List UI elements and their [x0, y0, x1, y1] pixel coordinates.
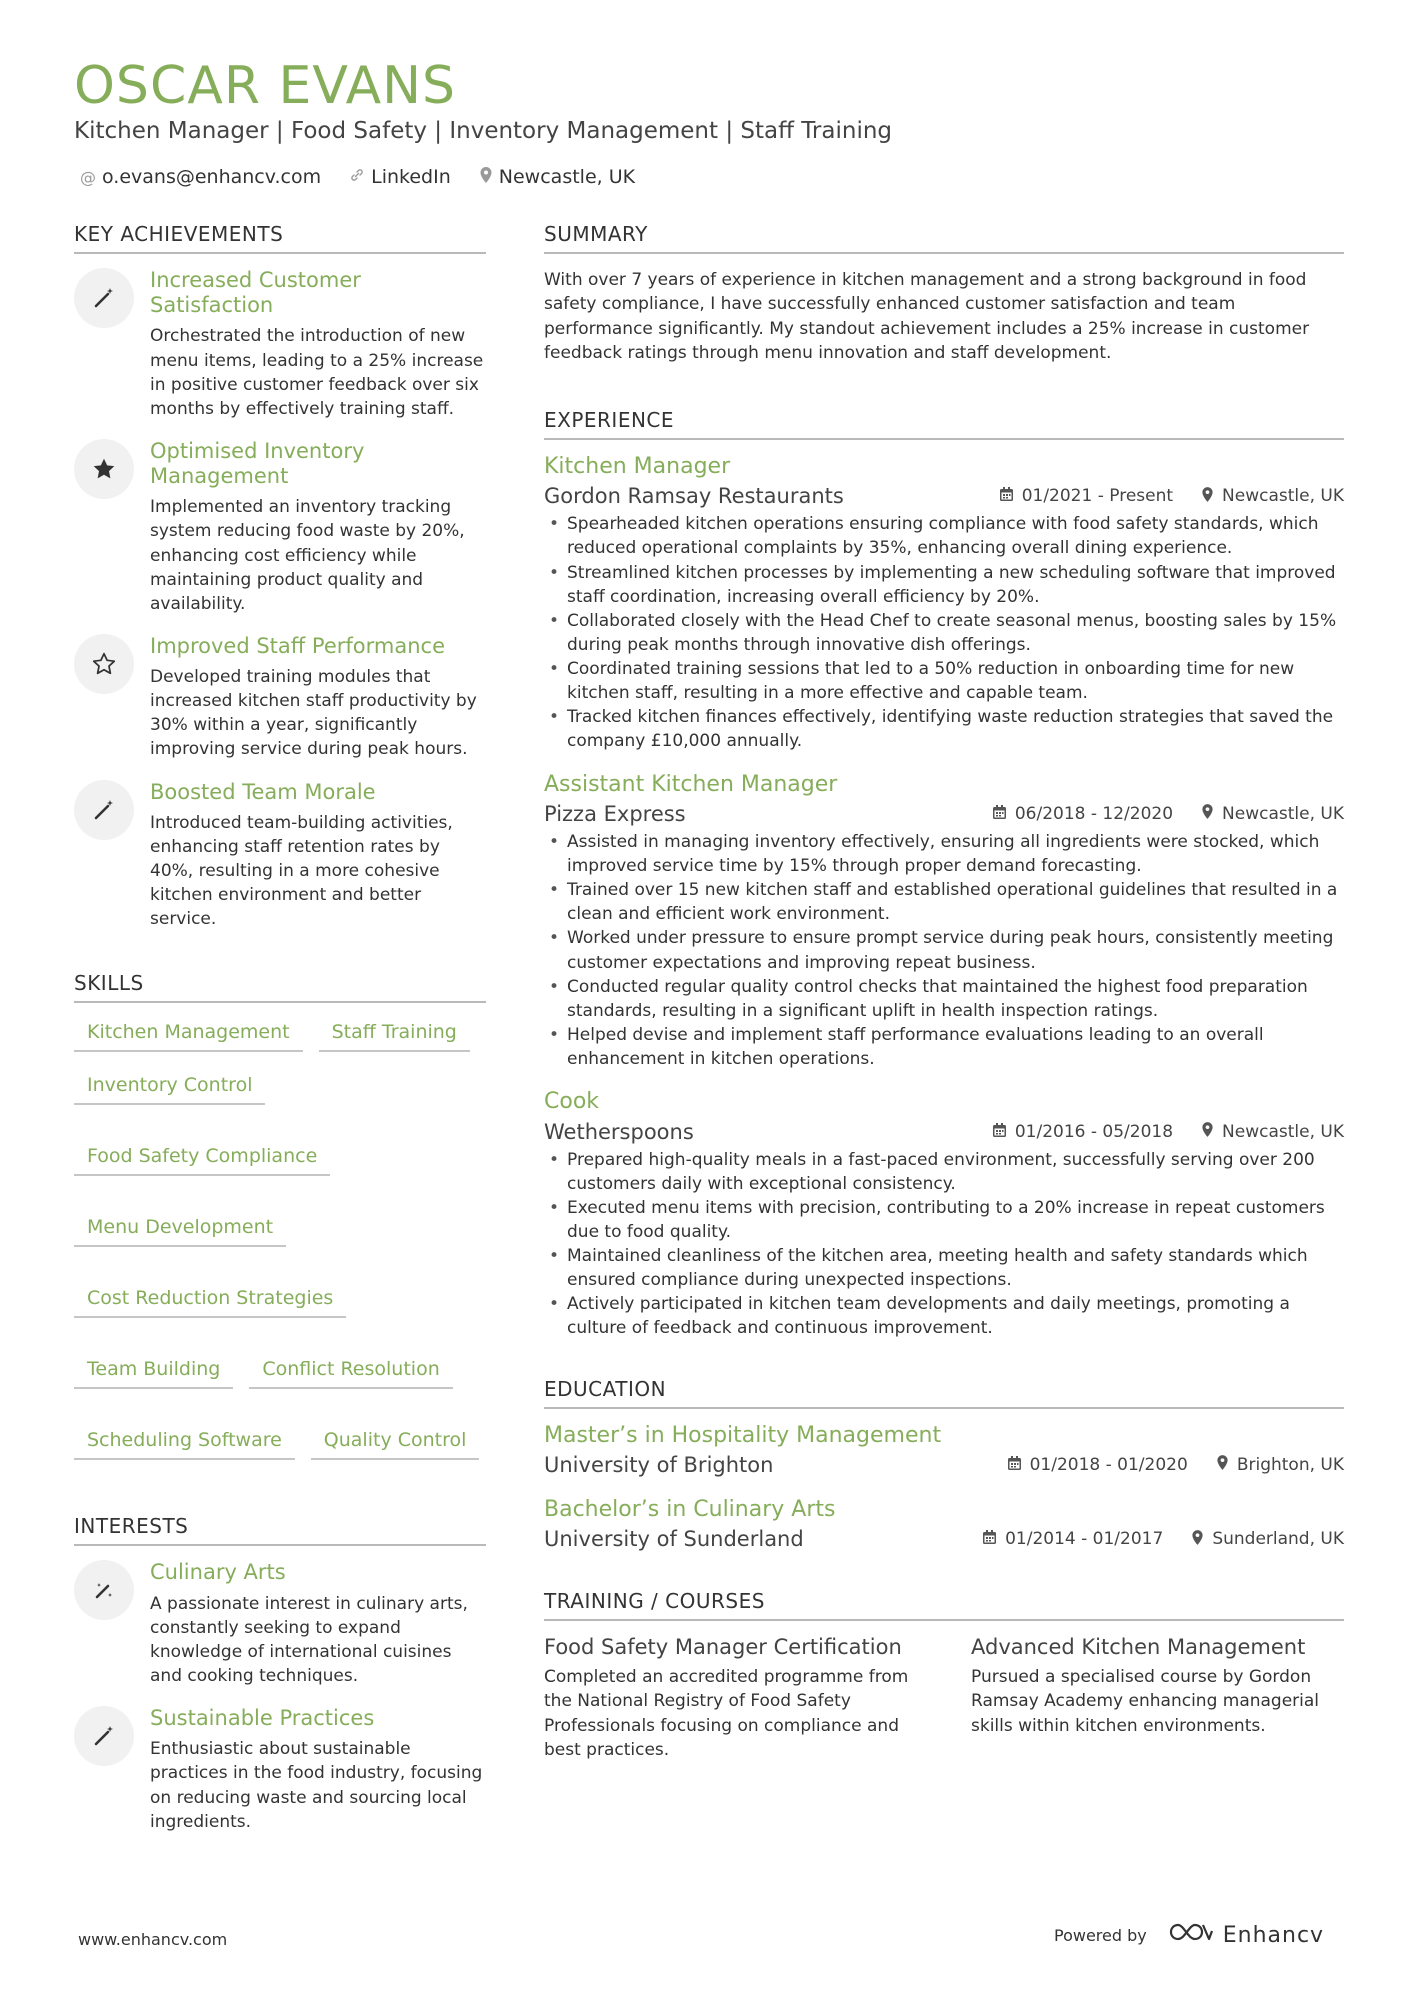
magic-wand-icon — [74, 1560, 134, 1620]
job-location: Newcastle, UK — [1222, 1121, 1344, 1142]
powered-by-label: Powered by — [1054, 1925, 1147, 1945]
skill-tag: Food Safety Compliance — [74, 1141, 330, 1176]
section-title-achievements: KEY ACHIEVEMENTS — [74, 222, 486, 254]
magic-wand-icon — [74, 780, 134, 840]
job-title: Assistant Kitchen Manager — [544, 771, 838, 797]
course-title: Food Safety Manager Certification — [544, 1635, 902, 1660]
location-icon — [1191, 1529, 1204, 1550]
section-title-training: TRAINING / COURSES — [544, 1589, 1344, 1621]
achievement-title: Increased Customer Satisfaction — [150, 268, 361, 318]
skill-tag: Team Building — [74, 1354, 233, 1389]
contact-email[interactable] — [80, 166, 321, 188]
contact-row — [80, 166, 635, 188]
interest-title: Culinary Arts — [150, 1560, 286, 1585]
achievement-item — [74, 634, 486, 762]
section-title-experience: EXPERIENCE — [544, 408, 1344, 440]
job-bullet: • Conducted regular quality control checks that maintained the highest food preparation standards, resulting in a significant uplift in health inspection ratings. — [544, 975, 1344, 1023]
job-bullet: • Helped devise and implement staff performance evaluations leading to an overall enhancement in kitchen operations. — [544, 1023, 1344, 1071]
section-title-interests: INTERESTS — [74, 1514, 486, 1546]
contact-linkedin-text: LinkedIn — [371, 166, 451, 188]
job-bullet: • Collaborated closely with the Head Chef to create seasonal menus, boosting sales by 15% during peak months through innovative dish offerings. — [544, 609, 1344, 657]
job-bullets — [544, 512, 1344, 753]
job-dates: 01/2016 - 05/2018 — [1014, 1121, 1174, 1142]
school-name: University of Sunderland — [544, 1527, 804, 1552]
job-bullet: • Actively participated in kitchen team developments and daily meetings, promoting a culture of feedback and continuous improvement. — [544, 1292, 1344, 1340]
brand-logo[interactable] — [1167, 1920, 1324, 1950]
interest-desc: Enthusiastic about sustainable practices in the food industry, focusing on reducing waste and sourcing local ingredients. — [150, 1739, 483, 1832]
location-icon — [1201, 803, 1214, 824]
job-bullet: • Maintained cleanliness of the kitchen area, meeting health and safety standards which ensured compliance during unexpected inspections. — [544, 1244, 1344, 1292]
education-dates: 01/2018 - 01/2020 — [1029, 1454, 1188, 1475]
right-column — [544, 222, 1344, 1762]
skill-tag: Kitchen Management — [74, 1017, 303, 1052]
job-dates: 06/2018 - 12/2020 — [1014, 803, 1174, 824]
job-bullets — [544, 830, 1344, 1071]
education-entry — [544, 1497, 1344, 1551]
job-bullet: • Streamlined kitchen processes by implementing a new scheduling software that improved staff coordination, increasing overall efficiency by 20%. — [544, 561, 1344, 609]
location-icon — [479, 166, 493, 188]
courses-list — [544, 1635, 1344, 1762]
skill-tag: Quality Control — [311, 1425, 480, 1460]
skill-tag: Conflict Resolution — [249, 1354, 452, 1389]
calendar-icon — [992, 1122, 1007, 1142]
achievement-item — [74, 780, 486, 932]
skill-tag: Inventory Control — [74, 1070, 265, 1105]
job-dates: 01/2021 - Present — [1021, 486, 1174, 507]
location-icon — [1216, 1454, 1229, 1475]
job-bullet: • Worked under pressure to ensure prompt service during peak hours, consistently meeting customer expectations and improving repeat business. — [544, 926, 1344, 974]
degree-title: Master’s in Hospitality Management — [544, 1422, 942, 1448]
interest-title: Sustainable Practices — [150, 1706, 375, 1731]
job-entry — [544, 1089, 1344, 1340]
course-entry — [544, 1635, 917, 1762]
calendar-icon — [982, 1529, 997, 1549]
achievement-title: Boosted Team Morale — [150, 779, 376, 804]
course-title: Advanced Kitchen Management — [971, 1635, 1306, 1660]
contact-linkedin[interactable] — [349, 166, 451, 188]
skill-tag: Cost Reduction Strategies — [74, 1283, 346, 1318]
job-title: Kitchen Manager — [544, 453, 731, 479]
skill-tag: Scheduling Software — [74, 1425, 295, 1460]
job-bullet: • Assisted in managing inventory effectively, ensuring all ingredients were stocked, which improved service time by 15% through proper demand forecasting. — [544, 830, 1344, 878]
course-desc: Pursued a specialised course by Gordon Ramsay Academy enhancing managerial skills within kitchen environments. — [971, 1667, 1320, 1736]
section-title-summary: SUMMARY — [544, 222, 1344, 254]
calendar-icon — [992, 804, 1007, 824]
section-title-skills: SKILLS — [74, 971, 486, 1003]
achievement-desc: Orchestrated the introduction of new menu items, leading to a 25% increase in positive customer feedback over six months by effectively training staff. — [150, 326, 484, 419]
skill-tag: Menu Development — [74, 1212, 286, 1247]
footer-branding — [1054, 1920, 1324, 1950]
job-bullet: • Executed menu items with precision, contributing to a 20% increase in repeat customers due to food quality. — [544, 1196, 1344, 1244]
achievement-desc: Introduced team-building activities, enhancing staff retention rates by 40%, resulting in a more cohesive kitchen environment and better service. — [150, 812, 453, 930]
star-filled-icon — [74, 439, 134, 499]
location-icon — [1201, 1121, 1214, 1142]
achievement-item — [74, 439, 486, 616]
achievement-desc: Implemented an inventory tracking system reducing food waste by 20%, enhancing cost efficiency while maintaining product quality and availability. — [150, 497, 465, 614]
degree-title: Bachelor’s in Culinary Arts — [544, 1496, 836, 1522]
job-bullet: • Trained over 15 new kitchen staff and established operational guidelines that resulted in a clean and efficient work environment. — [544, 878, 1344, 926]
location-icon — [1201, 486, 1214, 507]
brand-name: Enhancv — [1222, 1922, 1325, 1948]
job-bullet: • Spearheaded kitchen operations ensuring compliance with food safety standards, which reduced operational complaints by 35%, enhancing overall dining experience. — [544, 512, 1344, 560]
contact-location-text: Newcastle, UK — [498, 166, 636, 188]
left-column — [74, 222, 486, 1852]
section-title-education: EDUCATION — [544, 1377, 1344, 1409]
education-location: Brighton, UK — [1236, 1454, 1344, 1475]
job-entry — [544, 454, 1344, 754]
contact-email-text: o.evans@enhancv.com — [102, 166, 322, 188]
summary-text: With over 7 years of experience in kitchen management and a strong background in food safety compliance, I have successfully enhanced customer satisfaction and team performance significantly. My standout achievement includes a 25% increase in customer feedback ratings through menu innovation and staff development. — [544, 270, 1310, 364]
course-entry — [971, 1635, 1344, 1762]
interest-item — [74, 1560, 486, 1688]
candidate-name: OSCAR EVANS — [74, 56, 457, 116]
course-desc: Completed an accredited programme from the National Registry of Food Safety Professionals focusing on compliance and best practices. — [544, 1667, 909, 1760]
job-location: Newcastle, UK — [1222, 486, 1344, 507]
link-icon — [349, 167, 365, 187]
school-name: University of Brighton — [544, 1452, 774, 1477]
enhancv-logo-icon — [1167, 1920, 1213, 1950]
contact-location — [479, 166, 635, 188]
education-location: Sunderland, UK — [1212, 1529, 1344, 1550]
job-bullets — [544, 1148, 1344, 1341]
company-name: Wetherspoons — [544, 1119, 694, 1144]
job-bullet: • Prepared high-quality meals in a fast-paced environment, successfully serving over 200 customers daily with exceptional consistency. — [544, 1148, 1344, 1196]
achievement-desc: Developed training modules that increased kitchen staff productivity by 30% within a year, significantly improving service during peak hours. — [150, 667, 477, 760]
calendar-icon — [999, 486, 1014, 506]
calendar-icon — [1007, 1455, 1022, 1475]
job-bullet: • Tracked kitchen finances effectively, identifying waste reduction strategies that saved the company £10,000 annually. — [544, 705, 1344, 753]
interest-desc: A passionate interest in culinary arts, constantly seeking to expand knowledge of international cuisines and cooking techniques. — [150, 1593, 468, 1686]
education-entry — [544, 1423, 1344, 1477]
company-name: Gordon Ramsay Restaurants — [544, 484, 844, 509]
footer-website[interactable]: www.enhancv.com — [78, 1930, 228, 1949]
star-outline-icon — [74, 634, 134, 694]
company-name: Pizza Express — [544, 801, 686, 826]
interest-item — [74, 1706, 486, 1834]
skill-tag: Staff Training — [319, 1017, 470, 1052]
job-entry — [544, 772, 1344, 1072]
achievement-item — [74, 268, 486, 421]
skills-list — [74, 1017, 486, 1460]
job-title: Cook — [544, 1089, 600, 1115]
job-bullet: • Coordinated training sessions that led to a 50% reduction in onboarding time for new kitchen staff, resulting in a more effective and capable team. — [544, 657, 1344, 705]
magic-wand-icon — [74, 1706, 134, 1766]
achievement-title: Improved Staff Performance — [150, 633, 446, 658]
at-icon: @ — [80, 167, 96, 187]
education-dates: 01/2014 - 01/2017 — [1005, 1529, 1164, 1550]
achievement-title: Optimised Inventory Management — [150, 438, 365, 489]
job-location: Newcastle, UK — [1222, 803, 1344, 824]
headline: Kitchen Manager | Food Safety | Inventory Management | Staff Training — [74, 118, 893, 144]
magic-wand-icon — [74, 268, 134, 328]
